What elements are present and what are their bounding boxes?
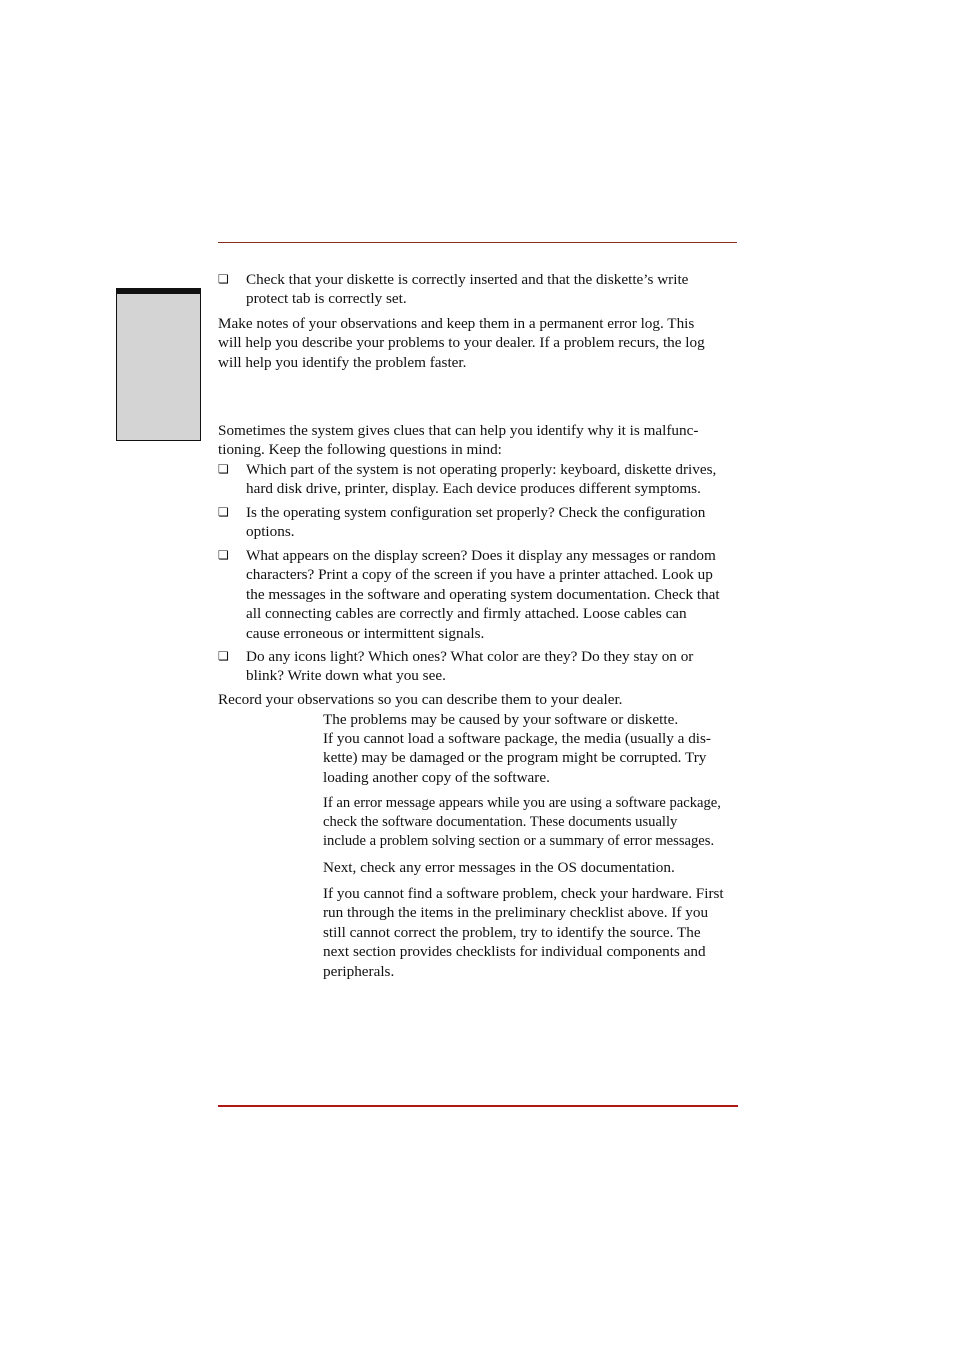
text-line: loading another copy of the software.: [323, 768, 550, 786]
text-line: tioning. Keep the following questions in mind:: [218, 441, 502, 459]
text-line: the messages in the software and operating system documentation. Check that: [246, 585, 720, 603]
paragraph-software-cause: [323, 710, 739, 729]
text-line: characters? Print a copy of the screen if you have a printer attached. Look up: [246, 566, 713, 584]
text-line: will help you identify the problem faster.: [218, 353, 467, 371]
checkbox-bullet-icon: ❏: [218, 649, 229, 663]
text-line: If an error message appears while you are using a software package,: [323, 795, 721, 811]
text-line: Make notes of your observations and keep them in a permanent error log. This: [218, 315, 695, 332]
text-line: If you cannot load a software package, the media (usually a dis-: [323, 730, 711, 747]
paragraph-software-load: [323, 729, 739, 787]
text-line: Do any icons light? Which ones? What color are they? Do they stay on or: [246, 648, 694, 665]
text-line: all connecting cables are correctly and firmly attached. Loose cables can: [246, 605, 687, 623]
text-line: next section provides checklists for individual components and: [323, 943, 706, 961]
text-line: The problems may be caused by your software or diskette.: [323, 711, 679, 728]
chapter-tab-marker: [116, 288, 201, 441]
text-line: run through the items in the preliminary checklist above. If you: [323, 904, 709, 922]
text-line: kette) may be damaged or the program might be corrupted. Try: [323, 749, 707, 767]
paragraph-error-message: [323, 794, 739, 852]
paragraph-notes: [218, 314, 740, 372]
text-line: Check that your diskette is correctly inserted and that the diskette’s write: [246, 271, 689, 288]
paragraph-hardware: [323, 884, 739, 981]
text-line: Is the operating system configuration set properly? Check the configuration: [246, 504, 706, 521]
footer-rule: [218, 1105, 738, 1107]
text-line: will help you describe your problems to your dealer. If a problem recurs, the log: [218, 334, 705, 352]
text-line: Next, check any error messages in the OS documentation.: [323, 859, 675, 876]
text-line: still cannot correct the problem, try to identify the source. The: [323, 923, 701, 941]
paragraph-os-docs: [323, 858, 739, 877]
text-line: hard disk drive, printer, display. Each device produces different symptoms.: [246, 480, 701, 498]
paragraph-clues: [218, 421, 740, 460]
checkbox-bullet-icon: ❏: [218, 548, 229, 562]
text-line: What appears on the display screen? Does it display any messages or random: [246, 547, 716, 564]
text-line: check the software documentation. These documents usually: [323, 814, 678, 831]
text-line: blink? Write down what you see.: [246, 667, 446, 685]
text-line: If you cannot find a software problem, check your hardware. First: [323, 885, 724, 902]
header-rule: [218, 242, 737, 243]
checkbox-bullet-icon: ❏: [218, 272, 229, 286]
checkbox-bullet-icon: ❏: [218, 505, 229, 519]
text-line: options.: [246, 523, 295, 541]
text-line: Which part of the system is not operating properly: keyboard, diskette drives,: [246, 461, 717, 478]
paragraph-record: [218, 690, 740, 709]
checkbox-bullet-icon: ❏: [218, 462, 229, 476]
text-line: protect tab is correctly set.: [246, 290, 407, 308]
text-line: Sometimes the system gives clues that can help you identify why it is malfunc-: [218, 422, 699, 439]
text-line: Record your observations so you can describe them to your dealer.: [218, 691, 623, 708]
text-line: cause erroneous or intermittent signals.: [246, 624, 485, 642]
text-line: peripherals.: [323, 962, 395, 980]
text-line: include a problem solving section or a summary of error messages.: [323, 833, 715, 850]
